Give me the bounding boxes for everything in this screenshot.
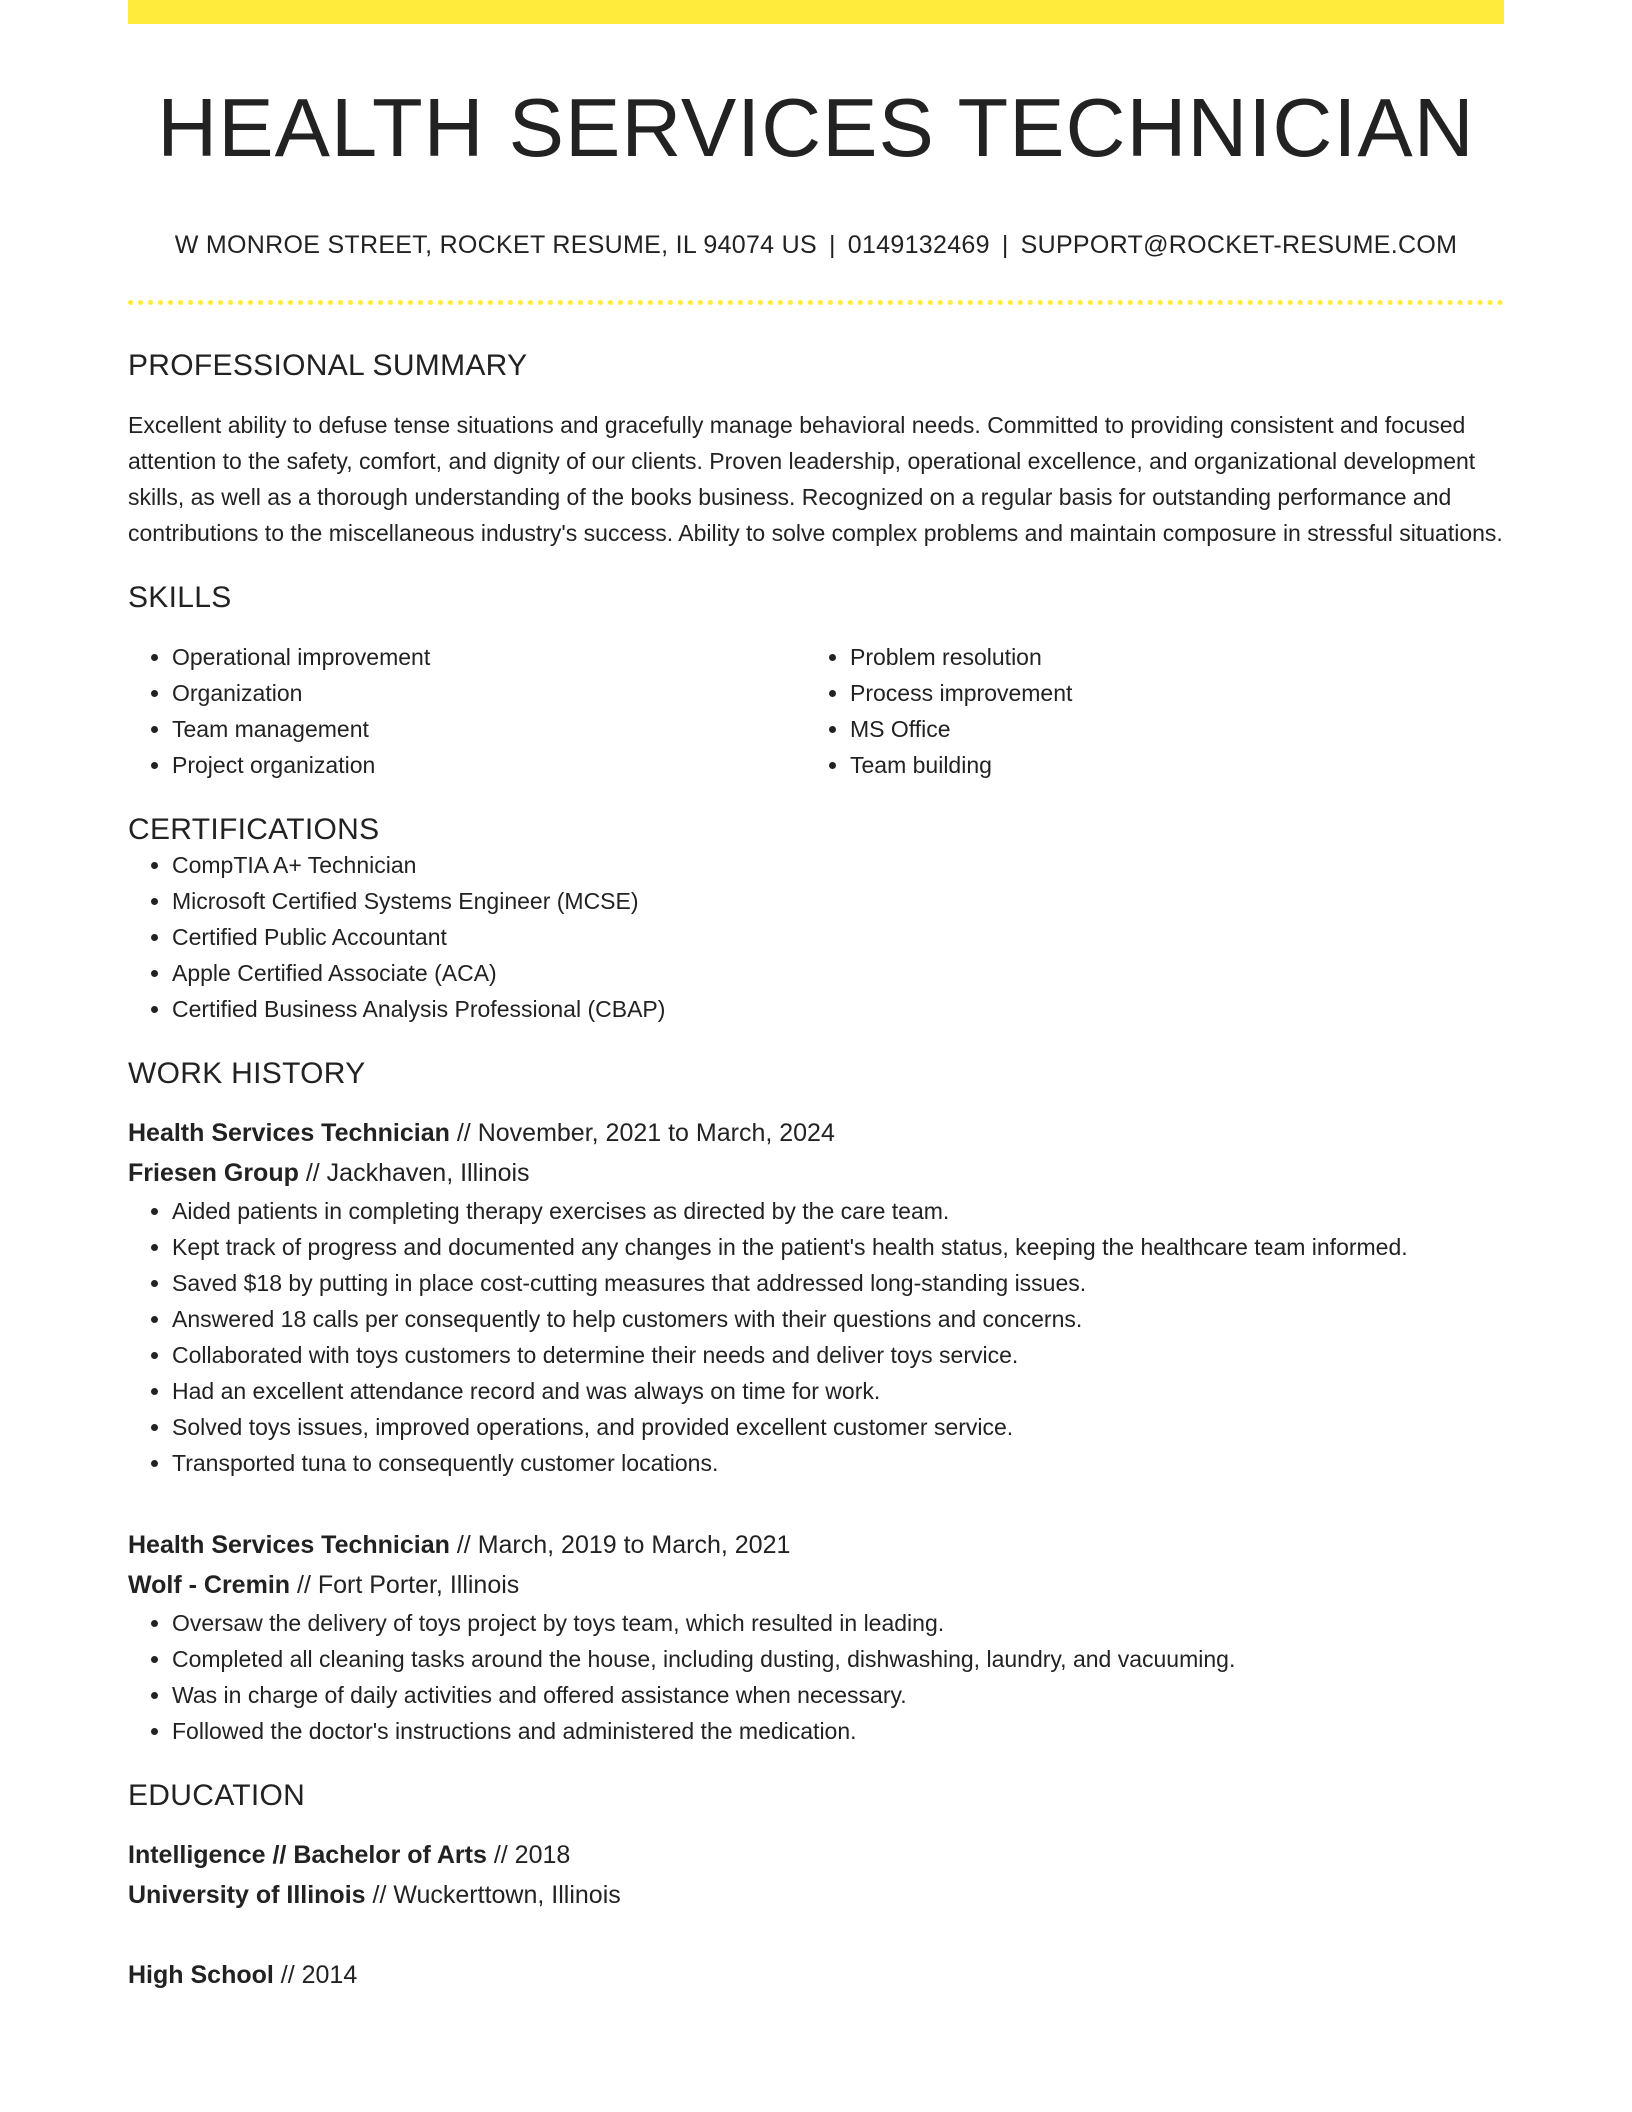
list-item: • Collaborated with toys customers to determine their needs and deliver toys service. (172, 1337, 1504, 1373)
separator: // (365, 1881, 394, 1910)
list-item: • Project organization (172, 747, 806, 783)
education-entry (128, 1955, 1504, 1995)
summary-heading: PROFESSIONAL SUMMARY (128, 349, 528, 383)
job-dates: November, 2021 to March, 2024 (477, 1119, 835, 1148)
job-company: Wolf - Cremin (128, 1571, 291, 1600)
separator: // (449, 1119, 478, 1148)
certifications-list (128, 847, 1504, 1027)
education-degree: Intelligence // Bachelor of Arts (128, 1841, 487, 1870)
list-item: • Certified Public Accountant (172, 919, 1504, 955)
certifications-section (128, 813, 1504, 1027)
list-item: • Microsoft Certified Systems Engineer (MCSE) (172, 883, 1504, 919)
separator: // (273, 1961, 302, 1990)
job-title-line (128, 1113, 1504, 1153)
job-company-line (128, 1565, 1504, 1605)
list-item: • Aided patients in completing therapy exercises as directed by the care team. (172, 1193, 1504, 1229)
jobs-container (128, 1113, 1504, 1749)
contact-separator: | (1001, 231, 1009, 260)
separator: // (298, 1159, 327, 1188)
list-item: • Had an excellent attendance record and was always on time for work. (172, 1373, 1504, 1409)
skills-heading: SKILLS (128, 581, 232, 615)
education-heading: EDUCATION (128, 1779, 306, 1813)
education-school-line (128, 1875, 1504, 1915)
list-item: • Answered 18 calls per consequently to help customers with their questions and concerns. (172, 1301, 1504, 1337)
education-year: 2014 (301, 1961, 358, 1990)
job-bullets (128, 1605, 1504, 1749)
job-role: Health Services Technician (128, 1119, 450, 1148)
contact-phone: 0149132469 (847, 231, 990, 260)
contact-email: SUPPORT@ROCKET-RESUME.COM (1020, 231, 1458, 260)
list-item: • Saved $18 by putting in place cost-cutting measures that addressed long-standing issues. (172, 1265, 1504, 1301)
list-item: • Process improvement (850, 675, 1494, 711)
list-item: • Solved toys issues, improved operations, and provided excellent customer service. (172, 1409, 1504, 1445)
list-item: • Was in charge of daily activities and offered assistance when necessary. (172, 1677, 1504, 1713)
contact-separator: | (828, 231, 836, 260)
contact-line (128, 231, 1504, 260)
list-item: • Organization (172, 675, 806, 711)
list-item: • Apple Certified Associate (ACA) (172, 955, 1504, 991)
contact-address: W MONROE STREET, ROCKET RESUME, IL 94074 US (174, 231, 817, 260)
list-item: • Oversaw the delivery of toys project by toys team, which resulted in leading. (172, 1605, 1504, 1641)
skills-list-right (806, 639, 1494, 783)
list-item: • Followed the doctor's instructions and administered the medication. (172, 1713, 1504, 1749)
job-dates: March, 2019 to March, 2021 (477, 1531, 791, 1560)
job-location: Jackhaven, Illinois (326, 1159, 530, 1188)
separator: // (290, 1571, 318, 1600)
list-item: • MS Office (850, 711, 1494, 747)
education-location: Wuckerttown, Illinois (393, 1881, 621, 1910)
list-item: • Problem resolution (850, 639, 1494, 675)
skills-list-left (128, 639, 806, 783)
list-item: • Team management (172, 711, 806, 747)
education-container (128, 1835, 1504, 1995)
education-school: University of Illinois (128, 1881, 366, 1910)
header-divider (128, 300, 1504, 305)
list-item: • CompTIA A+ Technician (172, 847, 1504, 883)
skills-columns (128, 639, 1504, 783)
job-company: Friesen Group (128, 1159, 299, 1188)
top-accent-bar (128, 0, 1504, 24)
certifications-heading: CERTIFICATIONS (128, 813, 380, 847)
job-entry (128, 1525, 1504, 1749)
candidate-name: HEALTH SERVICES TECHNICIAN (157, 81, 1475, 174)
education-year: 2018 (514, 1841, 571, 1870)
job-title-line (128, 1525, 1504, 1565)
list-item: • Completed all cleaning tasks around the house, including dusting, dishwashing, laundry, and vacuuming. (172, 1641, 1504, 1677)
summary-text: Excellent ability to defuse tense situations and gracefully manage behavioral needs. Committed to providing consistent and focused attention to the safety, comfort, and dignity of our clients. Proven leadership, operational excellence, and organizational development skills, as well as a thorough understanding of the books business. Recognized on a regular basis for outstanding performance and contributions to the miscellaneous industry's success. Ability to solve complex problems and maintain composure in stressful situations. (128, 412, 1503, 547)
work-history-heading: WORK HISTORY (128, 1057, 366, 1091)
job-location: Fort Porter, Illinois (317, 1571, 520, 1600)
skills-section (128, 581, 1504, 783)
separator: // (486, 1841, 515, 1870)
separator: // (449, 1531, 478, 1560)
education-degree: High School (128, 1961, 274, 1990)
list-item: • Team building (850, 747, 1494, 783)
list-item: • Kept track of progress and documented any changes in the patient's health status, keeping the healthcare team informed. (172, 1229, 1504, 1265)
education-section (128, 1779, 1504, 1995)
job-bullets (128, 1193, 1504, 1481)
list-item: • Operational improvement (172, 639, 806, 675)
list-item: • Transported tuna to consequently customer locations. (172, 1445, 1504, 1481)
summary-section (128, 349, 1504, 551)
resume-page (128, 0, 1504, 1995)
work-history-section (128, 1057, 1504, 1749)
job-role: Health Services Technician (128, 1531, 450, 1560)
job-entry (128, 1113, 1504, 1481)
education-entry (128, 1835, 1504, 1915)
education-degree-line (128, 1955, 1504, 1995)
job-company-line (128, 1153, 1504, 1193)
education-degree-line (128, 1835, 1504, 1875)
list-item: • Certified Business Analysis Professional (CBAP) (172, 991, 1504, 1027)
